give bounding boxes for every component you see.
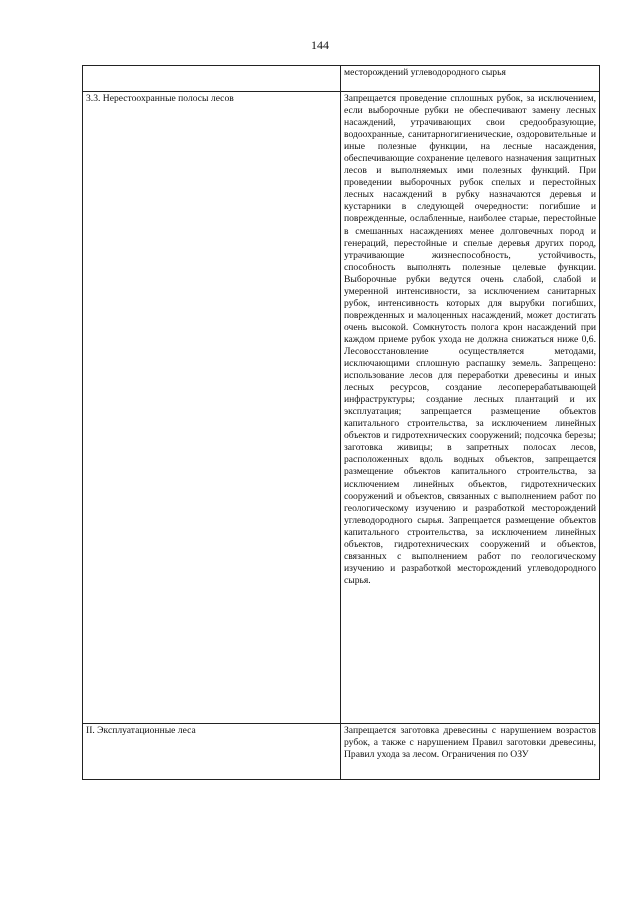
restrictions-cell: месторождений углеводородного сырья: [341, 66, 600, 92]
forest-category-cell: II. Эксплуатационные леса: [83, 724, 341, 780]
page-number: 144: [311, 38, 329, 52]
restrictions-cell: Запрещается проведение сплошных рубок, за исключением, если выборочные рубки не обеспечивают замену лесных насаждений, утрачивающих свои средообразующие, водоохранные, санитарногигиенические, оздоровительные и иные полезные функции, на лесные насаждения, обеспечивающие сохранение целевого назначения защитных лесов и выполняемых ими полезных функций. При проведении выборочных рубок спелых и перестойных лесных насаждений в рубку назначаются деревья и кустарники в следующей очередности: погибшие и поврежденные, ослабленные, наиболее старые, перестойные в смешанных насаждениях менее долговечных пород и генераций, перестойные и спелые деревья других пород, утрачивающие жизнеспособность, устойчивость, способность выполнять полезные целевые функции. Выборочные рубки ведутся очень слабой, слабой и умеренной интенсивности, за исключением санитарных рубок, интенсивность которых для вырубки погибших, поврежденных и малоценных насаждений, может достигать очень высокой. Сомкнутость полога крон насаждений при каждом приеме рубок ухода не должна снижаться ниже 0,6. Лесовосстановление осуществляется методами, исключающими сплошную распашку земель. Запрещено: использование лесов для переработки древесины и иных лесных ресурсов, создание лесоперерабатывающей инфраструктуры; создание лесных плантаций и их эксплуатация; запрещается размещение объектов капитального строительства, за исключением линейных объектов и гидротехнических сооружений; подсочка березы; заготовка живицы; в запретных полосах лесов, расположенных вдоль водных объектов, запрещается размещение объектов капитального строительства, за исключением линейных объектов, гидротехнических сооружений и объектов, связанных с выполнением работ по геологическому изучению и разработкой месторождений углеводородного сырья. Запрещается размещение объектов капитального строительства, за исключением линейных объектов, гидротехнических сооружений и объектов, связанных с выполнением работ по геологическому изучению и разработкой месторождений углеводородного сырья.: [341, 92, 600, 724]
table-row: [83, 92, 600, 724]
table-row: [83, 66, 600, 92]
table-row: [83, 724, 600, 780]
forest-category-cell: 3.3. Нерестоохранные полосы лесов: [83, 92, 341, 724]
restrictions-cell: Запрещается заготовка древесины с нарушением возрастов рубок, а также с нарушением Правил заготовки древесины, Правил ухода за лесом. Ограничения по ОЗУ: [341, 724, 600, 780]
restrictions-table: [82, 65, 600, 780]
forest-category-cell: [83, 66, 341, 92]
